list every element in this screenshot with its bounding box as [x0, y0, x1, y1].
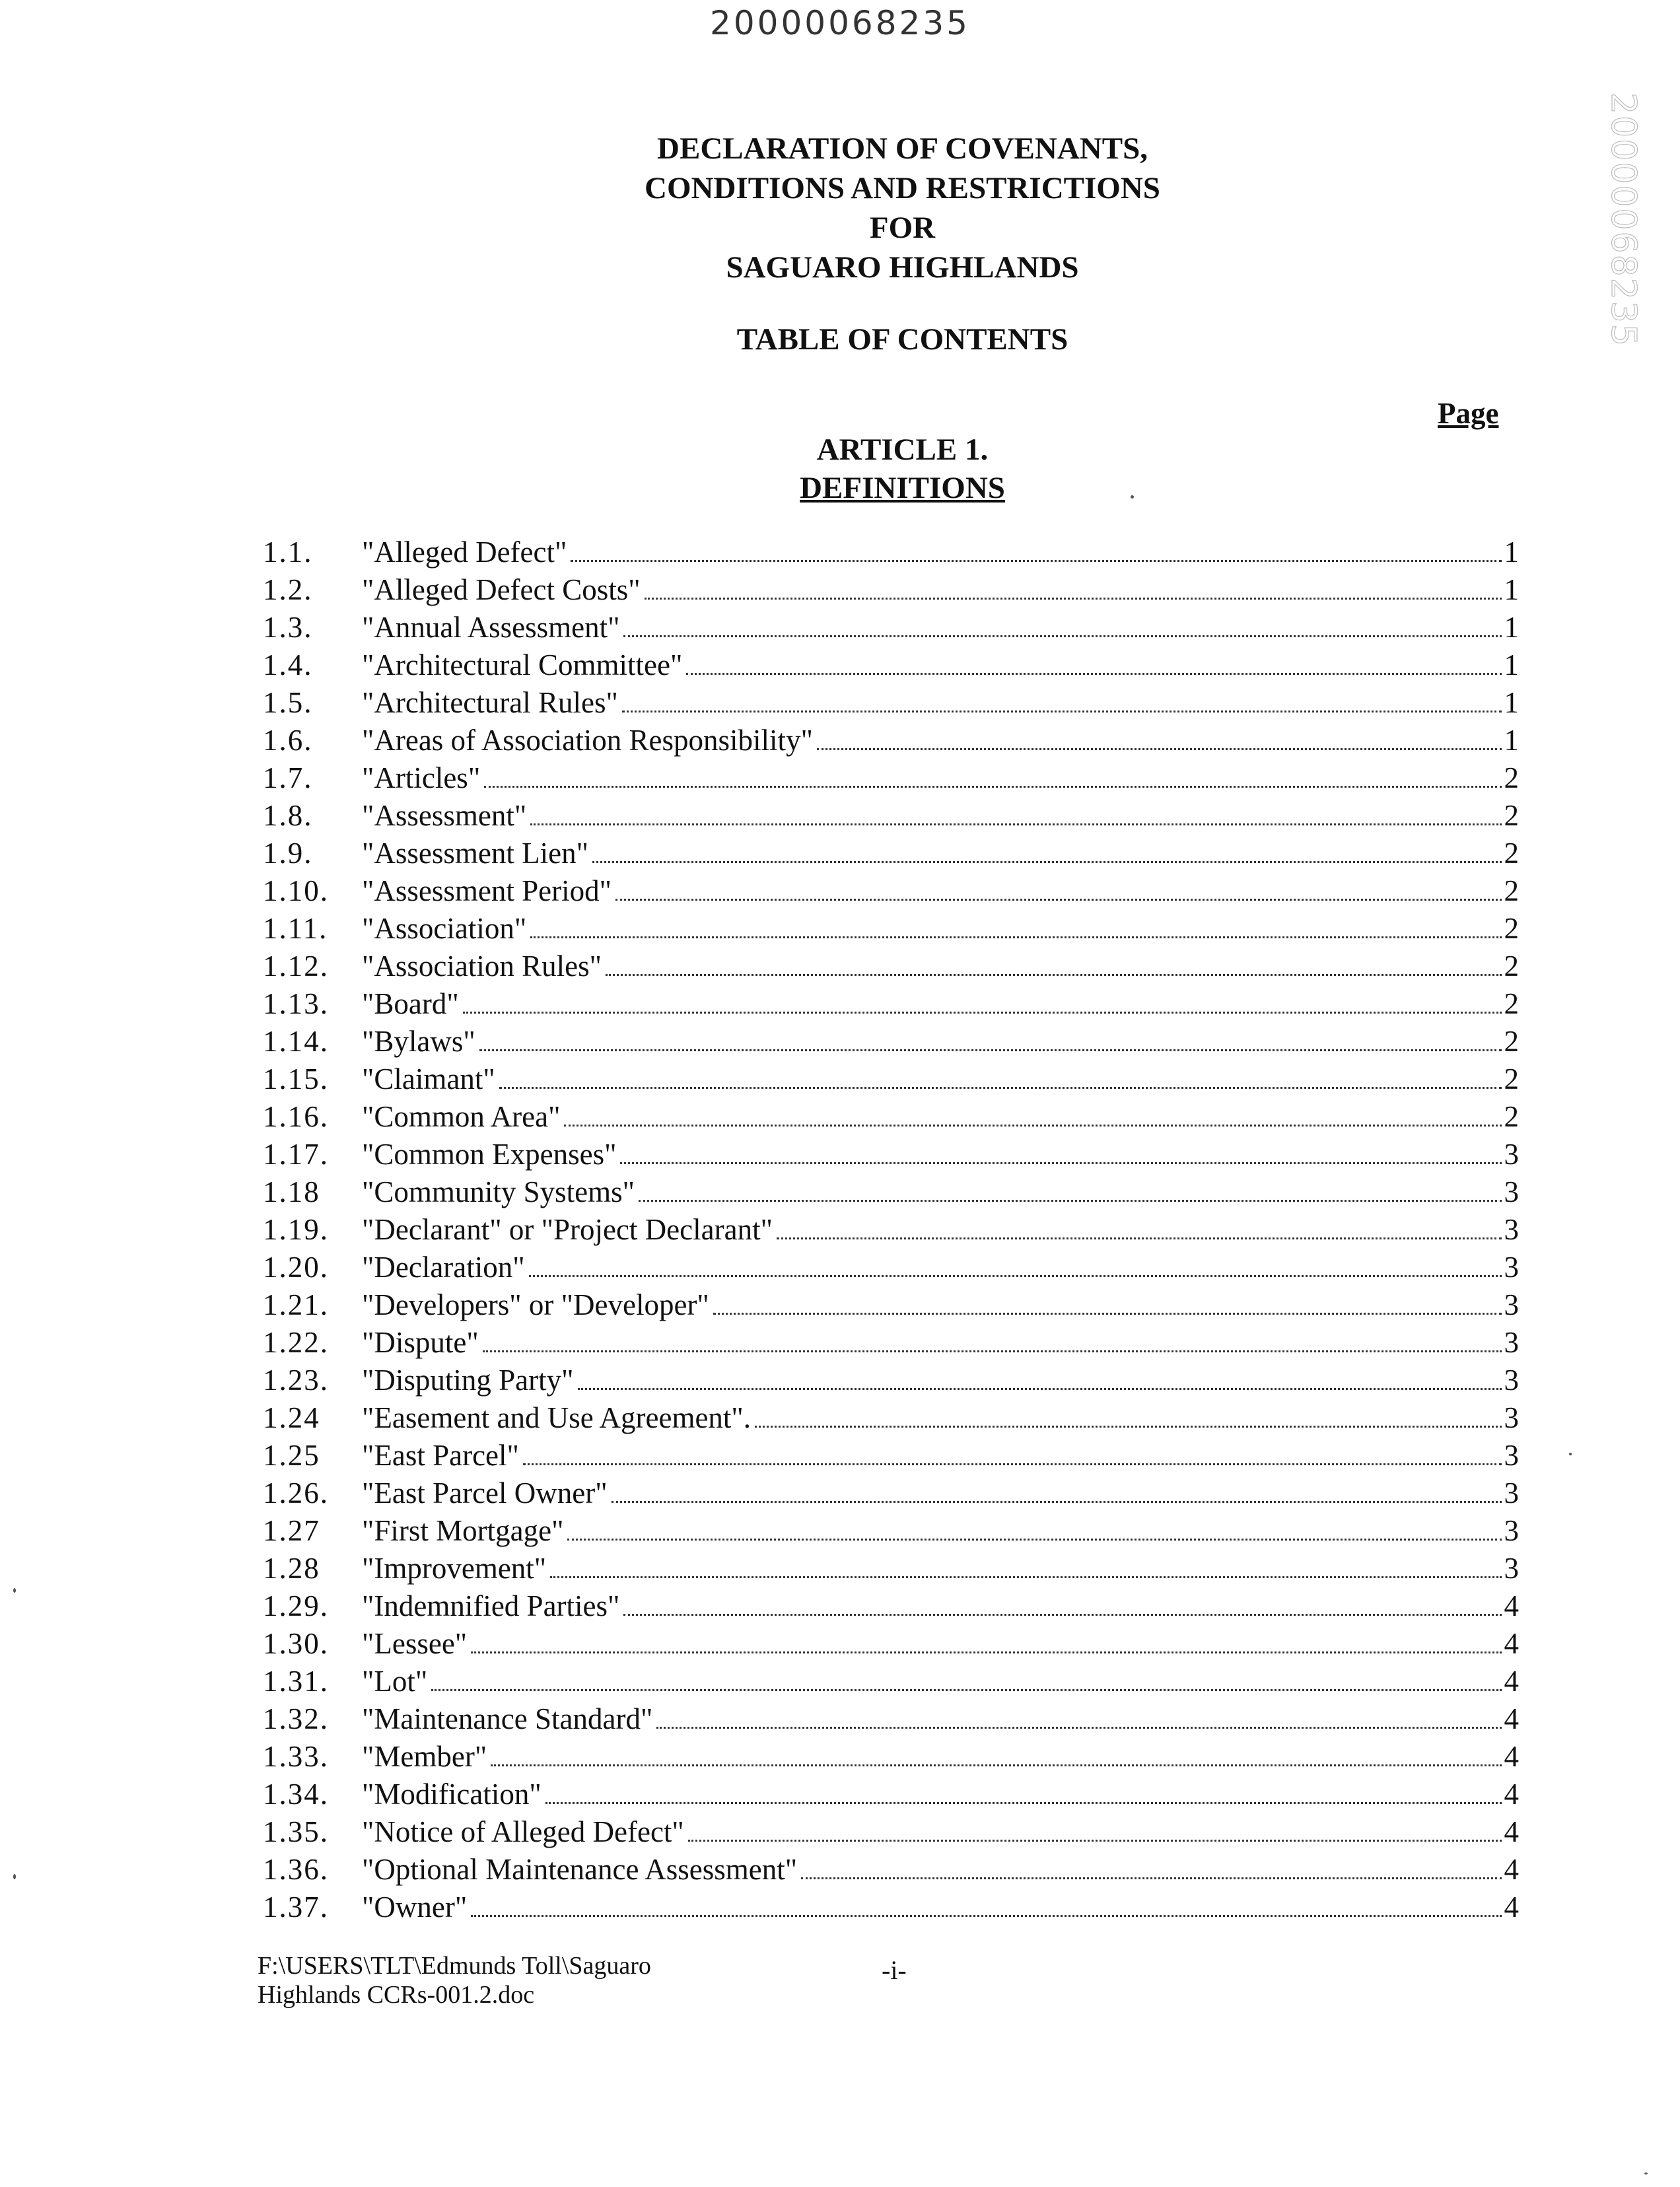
entry-number: 1.2.: [263, 573, 313, 606]
entry-number: 1.26.: [263, 1476, 329, 1510]
toc-entry: [263, 1625, 1519, 1663]
dot-leader: [567, 1539, 1501, 1541]
dot-leader: [479, 1049, 1502, 1051]
entry-number: 1.22.: [263, 1326, 329, 1359]
dot-leader: [571, 560, 1501, 562]
toc-heading: TABLE OF CONTENTS: [736, 322, 1068, 357]
entry-page: 3: [1504, 1251, 1519, 1284]
entry-label: "East Parcel": [362, 1439, 519, 1472]
dot-leader: [529, 1275, 1502, 1277]
entry-number: 1.3.: [263, 611, 313, 644]
entry-label: "Bylaws": [362, 1025, 475, 1058]
entry-number: 1.24: [263, 1401, 320, 1434]
entry-label: "Indemnified Parties": [362, 1589, 620, 1622]
toc-entry: [263, 722, 1519, 759]
entry-page: 2: [1504, 874, 1519, 907]
dot-leader: [484, 786, 1501, 788]
entry-page: 1: [1504, 611, 1519, 644]
entry-page: 3: [1504, 1326, 1519, 1359]
title-line: SAGUARO HIGHLANDS: [726, 250, 1079, 285]
entry-label: "Association": [362, 912, 527, 945]
entry-label: "Member": [362, 1740, 487, 1773]
toc-entry: [263, 1813, 1519, 1851]
entry-label: "First Mortgage": [362, 1514, 564, 1547]
entry-number: 1.10.: [263, 874, 329, 907]
entry-number: 1.34.: [263, 1778, 329, 1811]
article-number: ARTICLE 1.: [816, 433, 989, 467]
entry-number: 1.7.: [263, 761, 313, 794]
entry-page: 4: [1504, 1627, 1519, 1660]
entry-page: 2: [1504, 799, 1519, 832]
entry-label: "Improvement": [362, 1552, 547, 1585]
dot-leader: [623, 635, 1501, 637]
entry-page: 4: [1504, 1778, 1519, 1811]
toc-entry: [263, 1211, 1519, 1249]
entry-page: 3: [1504, 1288, 1519, 1321]
entry-number: 1.28: [263, 1552, 320, 1585]
side-stamp-text: 20000068235: [1603, 92, 1643, 347]
entry-page: 4: [1504, 1853, 1519, 1886]
entry-page: 4: [1504, 1891, 1519, 1924]
entry-page: 4: [1504, 1815, 1519, 1848]
dot-leader: [620, 1162, 1501, 1164]
dot-leader: [550, 1576, 1501, 1578]
entry-number: 1.36.: [263, 1853, 329, 1886]
toc-entry: [263, 1286, 1519, 1324]
toc-entry: [263, 1776, 1519, 1813]
entry-number: 1.5.: [263, 686, 313, 719]
entry-number: 1.30.: [263, 1627, 329, 1660]
toc-entry: [263, 1475, 1519, 1512]
entry-number: 1.8.: [263, 799, 313, 832]
toc-entry: [263, 1399, 1519, 1437]
entry-page: 3: [1504, 1138, 1519, 1171]
entry-label: "Owner": [362, 1891, 468, 1924]
dot-leader: [523, 1463, 1502, 1465]
dot-leader: [530, 823, 1501, 825]
dot-leader: [530, 936, 1501, 938]
entry-number: 1.19.: [263, 1213, 329, 1246]
entry-page: 4: [1504, 1665, 1519, 1698]
entry-number: 1.1.: [263, 536, 313, 569]
entry-page: 1: [1504, 686, 1519, 719]
toc-entry: [263, 1700, 1519, 1738]
dot-leader: [645, 598, 1502, 600]
entry-number: 1.21.: [263, 1288, 329, 1321]
dot-leader: [471, 1915, 1501, 1917]
footer-path-line: F:\USERS\TLT\Edmunds Toll\Saguaro: [258, 1952, 651, 1980]
toc-entry: [263, 534, 1519, 571]
entry-page: 4: [1504, 1702, 1519, 1735]
dot-leader: [623, 1614, 1501, 1616]
entry-label: "Lessee": [362, 1627, 468, 1660]
scan-speck: [1644, 2172, 1648, 2174]
entry-number: 1.6.: [263, 724, 313, 757]
entry-label: "Easement and Use Agreement".: [362, 1401, 752, 1434]
toc-entry: [263, 948, 1519, 985]
toc-entry: [263, 1173, 1519, 1211]
toc-entry: [263, 1851, 1519, 1889]
scan-speck: [13, 1588, 16, 1593]
entry-page: 3: [1504, 1364, 1519, 1397]
entry-label: "Architectural Rules": [362, 686, 618, 719]
page-column-label: Page: [1438, 397, 1499, 430]
dot-leader: [755, 1426, 1501, 1428]
dot-leader: [639, 1200, 1501, 1202]
dot-leader: [545, 1802, 1502, 1804]
toc-entry: [263, 646, 1519, 684]
dot-leader: [483, 1350, 1502, 1352]
toc-entry: [263, 835, 1519, 872]
toc-entry: [263, 1663, 1519, 1700]
entry-label: "Alleged Defect": [362, 536, 567, 569]
entry-label: "Lot": [362, 1665, 428, 1698]
entry-number: 1.9.: [263, 837, 313, 870]
entry-number: 1.25: [263, 1439, 320, 1472]
entry-number: 1.13.: [263, 987, 329, 1020]
entry-number: 1.12.: [263, 950, 329, 983]
dot-leader: [686, 673, 1501, 675]
dot-leader: [615, 899, 1502, 901]
article-title: DEFINITIONS: [800, 471, 1005, 505]
entry-page: 2: [1504, 912, 1519, 945]
entry-page: 4: [1504, 1589, 1519, 1622]
entry-label: "Community Systems": [362, 1175, 635, 1208]
scan-speck: [1569, 1453, 1572, 1455]
dot-leader: [564, 1125, 1501, 1127]
entry-label: "Common Expenses": [362, 1138, 617, 1171]
entry-number: 1.32.: [263, 1702, 329, 1735]
toc-entry: [263, 1437, 1519, 1475]
entry-number: 1.33.: [263, 1740, 329, 1773]
toc-entry: [263, 571, 1519, 609]
title-line: DECLARATION OF COVENANTS,: [657, 131, 1148, 166]
entry-page: 3: [1504, 1401, 1519, 1434]
dot-leader: [713, 1313, 1502, 1315]
entry-label: "Alleged Defect Costs": [362, 573, 641, 606]
entry-page: 1: [1504, 648, 1519, 681]
dot-leader: [612, 1501, 1502, 1503]
entry-page: 3: [1504, 1175, 1519, 1208]
entry-label: "Optional Maintenance Assessment": [362, 1853, 798, 1886]
toc-entry: [263, 684, 1519, 722]
dot-leader: [499, 1087, 1502, 1089]
entry-number: 1.20.: [263, 1251, 329, 1284]
toc-entry: [263, 1136, 1519, 1173]
toc-entry: [263, 1249, 1519, 1286]
entry-page: 3: [1504, 1213, 1519, 1246]
entry-label: "Assessment Lien": [362, 837, 588, 870]
entry-label: "Developers" or "Developer": [362, 1288, 709, 1321]
dot-leader: [471, 1651, 1501, 1653]
dot-leader: [463, 1012, 1502, 1014]
dot-leader: [817, 748, 1502, 750]
toc-entry-list: [263, 534, 1519, 1926]
entry-number: 1.11.: [263, 912, 328, 945]
entry-number: 1.23.: [263, 1364, 329, 1397]
entry-number: 1.14.: [263, 1025, 329, 1058]
toc-entry: [263, 910, 1519, 948]
entry-label: "Board": [362, 987, 459, 1020]
entry-number: 1.4.: [263, 648, 313, 681]
entry-label: "Modification": [362, 1778, 542, 1811]
dot-leader: [622, 711, 1502, 712]
toc-entry: [263, 1587, 1519, 1625]
entry-label: "Claimant": [362, 1062, 495, 1095]
entry-page: 3: [1504, 1476, 1519, 1510]
entry-number: 1.29.: [263, 1589, 329, 1622]
entry-label: "Assessment Period": [362, 874, 612, 907]
entry-page: 1: [1504, 573, 1519, 606]
toc-entry: [263, 1060, 1519, 1098]
toc-entry: [263, 609, 1519, 646]
entry-page: 3: [1504, 1439, 1519, 1472]
entry-page: 1: [1504, 536, 1519, 569]
entry-number: 1.31.: [263, 1665, 329, 1698]
entry-number: 1.17.: [263, 1138, 329, 1171]
toc-entry: [263, 1550, 1519, 1587]
entry-page: 2: [1504, 950, 1519, 983]
entry-number: 1.15.: [263, 1062, 329, 1095]
entry-label: "Declarant" or "Project Declarant": [362, 1213, 773, 1246]
entry-page: 2: [1504, 1100, 1519, 1133]
entry-page: 2: [1504, 987, 1519, 1020]
entry-label: "Declaration": [362, 1251, 525, 1284]
entry-label: "East Parcel Owner": [362, 1476, 608, 1510]
entry-label: "Association Rules": [362, 950, 602, 983]
article-heading: [0, 431, 1680, 507]
toc-entry: [263, 1324, 1519, 1362]
toc-entry: [263, 985, 1519, 1023]
entry-label: "Areas of Association Responsibility": [362, 724, 813, 757]
scan-speck: [1131, 495, 1134, 499]
entry-label: "Architectural Committee": [362, 648, 683, 681]
dot-leader: [656, 1727, 1501, 1729]
entry-page: 3: [1504, 1552, 1519, 1585]
entry-page: 2: [1504, 837, 1519, 870]
title-line: FOR: [869, 211, 936, 245]
dot-leader: [592, 861, 1502, 863]
footer-path-line: Highlands CCRs-001.2.doc: [258, 1981, 535, 2009]
entry-label: "Maintenance Standard": [362, 1702, 653, 1735]
title-line: CONDITIONS AND RESTRICTIONS: [645, 171, 1160, 205]
scan-speck: [13, 1874, 16, 1879]
dot-leader: [777, 1237, 1502, 1239]
entry-label: "Dispute": [362, 1326, 479, 1359]
footer-page-number: -i-: [882, 1955, 907, 1985]
entry-page: 2: [1504, 761, 1519, 794]
toc-entry: [263, 1362, 1519, 1399]
entry-number: 1.35.: [263, 1815, 329, 1848]
entry-label: "Common Area": [362, 1100, 561, 1133]
document-title: [0, 129, 1680, 287]
dot-leader: [431, 1689, 1501, 1691]
entry-number: 1.18: [263, 1175, 320, 1208]
dot-leader: [578, 1388, 1502, 1390]
entry-number: 1.37.: [263, 1891, 329, 1924]
entry-page: 2: [1504, 1062, 1519, 1095]
document-number: 20000068235: [710, 4, 970, 42]
entry-label: "Disputing Party": [362, 1364, 574, 1397]
toc-entry: [263, 797, 1519, 835]
entry-page: 3: [1504, 1514, 1519, 1547]
entry-label: "Assessment": [362, 799, 527, 832]
entry-page: 1: [1504, 724, 1519, 757]
toc-entry: [263, 872, 1519, 910]
toc-entry: [263, 1738, 1519, 1776]
entry-number: 1.16.: [263, 1100, 329, 1133]
entry-label: "Annual Assessment": [362, 611, 620, 644]
dot-leader: [688, 1840, 1502, 1842]
toc-entry: [263, 1098, 1519, 1136]
toc-entry: [263, 1889, 1519, 1926]
toc-entry: [263, 1512, 1519, 1550]
entry-label: "Articles": [362, 761, 481, 794]
dot-leader: [606, 974, 1502, 976]
toc-entry: [263, 1023, 1519, 1060]
entry-label: "Notice of Alleged Defect": [362, 1815, 684, 1848]
dot-leader: [491, 1764, 1501, 1766]
entry-page: 4: [1504, 1740, 1519, 1773]
dot-leader: [801, 1877, 1501, 1879]
entry-page: 2: [1504, 1025, 1519, 1058]
toc-entry: [263, 759, 1519, 797]
entry-number: 1.27: [263, 1514, 320, 1547]
footer-file-path: [258, 1951, 651, 2009]
